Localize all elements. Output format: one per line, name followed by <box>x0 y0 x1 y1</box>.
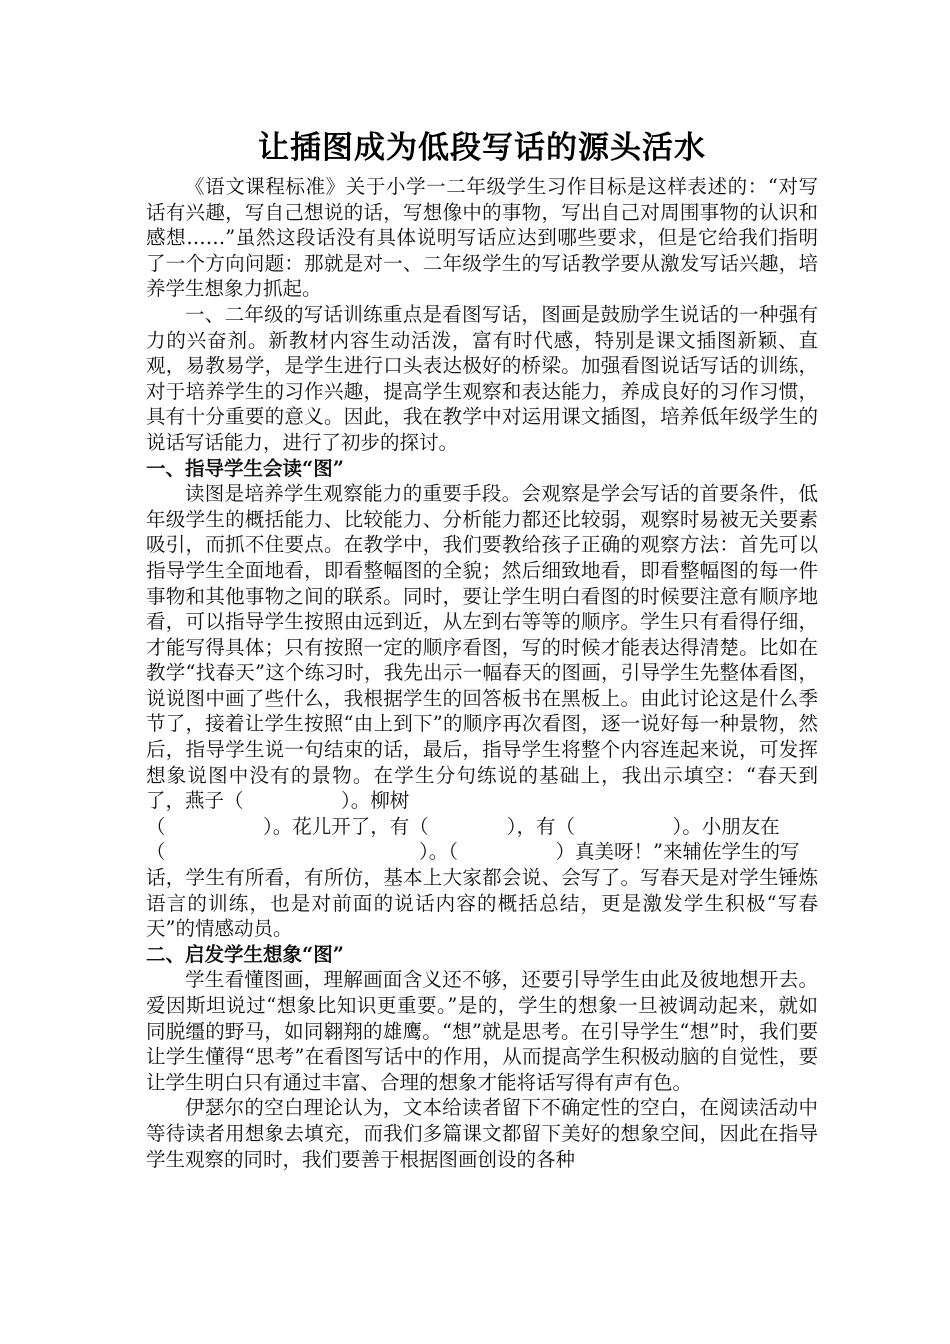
section-1-paragraph: 读图是培养学生观察能力的重要手段。会观察是学会写话的首要条件，低年级学生的概括能力、比较能力、分析能力都还比较弱，观察时易被无关要素吸引，而抓不住要点。在教学中，我们要教给孩子正确的观察方法：首先可以指导学生全面地看，即看整幅图的全貌；然后细致地看，即看整幅图的每一件事物和其他事物之间的联系。同时，要让学生明白看图的时候要注意有顺序地看，可以指导学生按照由远到近，从左到右等等的顺序。学生只有看得仔细，才能写得具体；只有按照一定的顺序看图，写的时候才能表达得清楚。比如在教学“找春天”这个练习时，我先出示一幅春天的图画，引导学生先整体看图，说说图中画了些什么，我根据学生的回答板书在黑板上。由此讨论这是什么季节了，接着让学生按照“由上到下”的顺序再次看图，逐一说好每一种景物，然后，指导学生说一句结束的话，最后，指导学生将整个内容连起来说，可发挥想象说图中没有的景物。在学生分句练说的基础上，我出示填空：“春天到了，燕子（ ）。柳树 <box>146 482 818 813</box>
fill-blank-line-1: （ ）。花儿开了，有（ ），有（ ）。小朋友在 <box>146 814 780 838</box>
section-2-paragraph-2: 伊瑟尔的空白理论认为，文本给读者留下不确定性的空白，在阅读活动中等待读者用想象去填充，而我们多篇课文都留下美好的想象空间，因此在指导学生观察的同时，我们要善于根据图画创设的各种 <box>146 1096 818 1171</box>
section-1-tail: 话，学生有所看，有所仿，基本上大家都会说、会写了。写春天是对学生锤炼语言的训练，也是对前面的说话内容的概括总结，更是激发学生积极“写春天”的情感动员。 <box>146 866 818 941</box>
intro-paragraph: 《语文课程标准》关于小学一二年级学生习作目标是这样表述的：“对写话有兴趣，写自己想说的话，写想像中的事物，写出自己对周围事物的认识和感想……”虽然这段话没有具体说明写话应达到哪些要求，但是它给我们指明了一个方向问题：那就是对一、二年级学生的写话教学要从激发写话兴趣，培养学生想象力抓起。 <box>146 175 818 301</box>
document-title: 让插图成为低段写话的源头活水 <box>258 130 706 166</box>
section-heading-1: 一、指导学生会读“图” <box>146 456 344 480</box>
section-heading-2: 二、启发学生想象“图” <box>146 942 344 966</box>
fill-blank-line-2: （ ）。（ ）真美呀！”来辅佐学生的写 <box>146 840 800 864</box>
section-2-paragraph-1: 学生看懂图画，理解画面含义还不够，还要引导学生由此及彼地想开去。爱因斯坦说过“想象比知识更重要。”是的，学生的想象一旦被调动起来，就如同脱缰的野马，如同翱翔的雄鹰。“想”就是思考。在引导学生“想”时，我们要让学生懂得“思考”在看图写话中的作用，从而提高学生积极动脑的自觉性，要让学生明白只有通过丰富、合理的想象才能将话写得有声有色。 <box>146 968 818 1094</box>
paragraph-1: 一、二年级的写话训练重点是看图写话，图画是鼓励学生说话的一种强有力的兴奋剂。新教材内容生动活泼，富有时代感，特别是课文插图新颖、直观，易教易学，是学生进行口头表达极好的桥梁。加强看图说话写话的训练，对于培养学生的习作兴趣，提高学生观察和表达能力，养成良好的习作习惯，具有十分重要的意义。因此，我在教学中对运用课文插图，培养低年级学生的说话写话能力，进行了初步的探讨。 <box>146 302 818 454</box>
document-page <box>146 128 818 1172</box>
